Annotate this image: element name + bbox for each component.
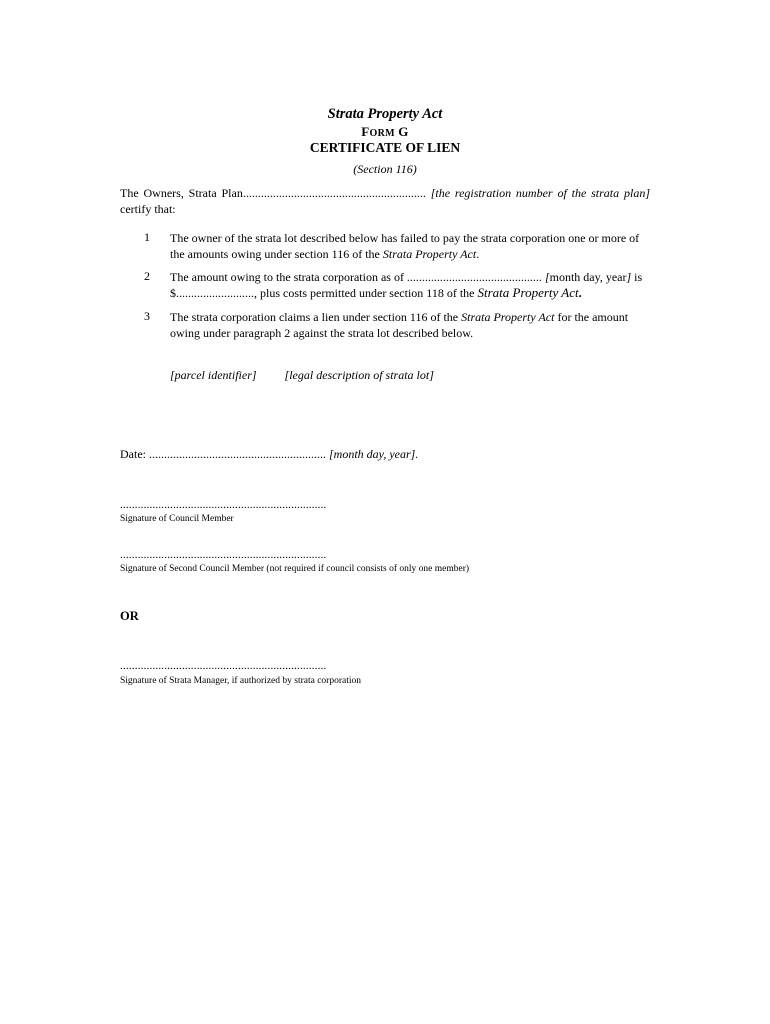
item-2-text-b: is $.........................., plus costs permitted under section 118 of the [170,270,643,300]
intro-suffix: certify that: [120,202,176,216]
item-1-text-a: The owner of the strata lot described below has failed to pay the strata corporation one or more of the amounts owing under section 116 of the [170,231,640,261]
item-number-3: 3 [144,309,150,323]
item-2-act: Strata Property Act [477,285,579,300]
intro-paragraph [120,185,650,217]
signature-line-council-member: ...................................................................... [120,499,327,511]
form-label [0,124,770,140]
intro-prefix: The Owners, Strata Plan [120,186,243,200]
parcel-identifier-field: [parcel identifier] [170,368,257,382]
parcel-row [170,368,462,383]
certificate-title: CERTIFICATE OF LIEN [309,140,461,155]
signature-line-strata-manager: ...................................................................... [120,660,327,672]
date-hint: [month day, year]. [329,447,419,461]
item-2-text-a: The amount owing to the strata corporation as of ............................................. [170,270,545,284]
date-dots: ........................................................... [149,447,329,461]
item-number-1: 1 [144,230,150,244]
item-number-2: 2 [144,269,150,283]
signature-caption-council-member: Signature of Council Member [120,514,234,524]
date-row [120,447,418,462]
item-3-act: Strata Property Act [461,310,555,324]
date-label: Date: [120,447,149,461]
item-2-hint-mid: month day, year [549,270,627,284]
item-2-text-c: . [578,286,582,300]
act-title: Strata Property Act [327,106,443,122]
legal-description-field: [legal description of strata lot] [284,368,434,382]
item-2-hint-close: ] [626,270,632,284]
signature-line-second-council-member: ...................................................................... [120,549,327,561]
item-3-text-a: The strata corporation claims a lien under section 116 of the [170,310,462,324]
form-label-letter: G [398,124,409,139]
form-label-initial: F [361,124,370,139]
item-text-1 [170,230,650,262]
item-text-2 [170,269,650,301]
item-3-text-b: for the amount owing under paragraph 2 against the strata lot described below. [170,310,629,340]
section-reference: (Section 116) [353,162,417,176]
intro-hint: [the registration number of the strata plan] [425,186,650,200]
form-label-rest: ORM [369,128,395,139]
item-1-text-b: . [476,247,480,261]
item-1-act: Strata Property Act [382,247,477,261]
item-text-3 [170,309,650,341]
or-label: OR [120,609,139,623]
intro-dots: ............................................................. [242,186,426,200]
signature-caption-strata-manager: Signature of Strata Manager, if authorized by strata corporation [120,676,361,686]
signature-caption-second-council-member: Signature of Second Council Member (not required if council consists of only one member) [120,564,470,574]
item-2-hint-open: [ [544,270,550,284]
